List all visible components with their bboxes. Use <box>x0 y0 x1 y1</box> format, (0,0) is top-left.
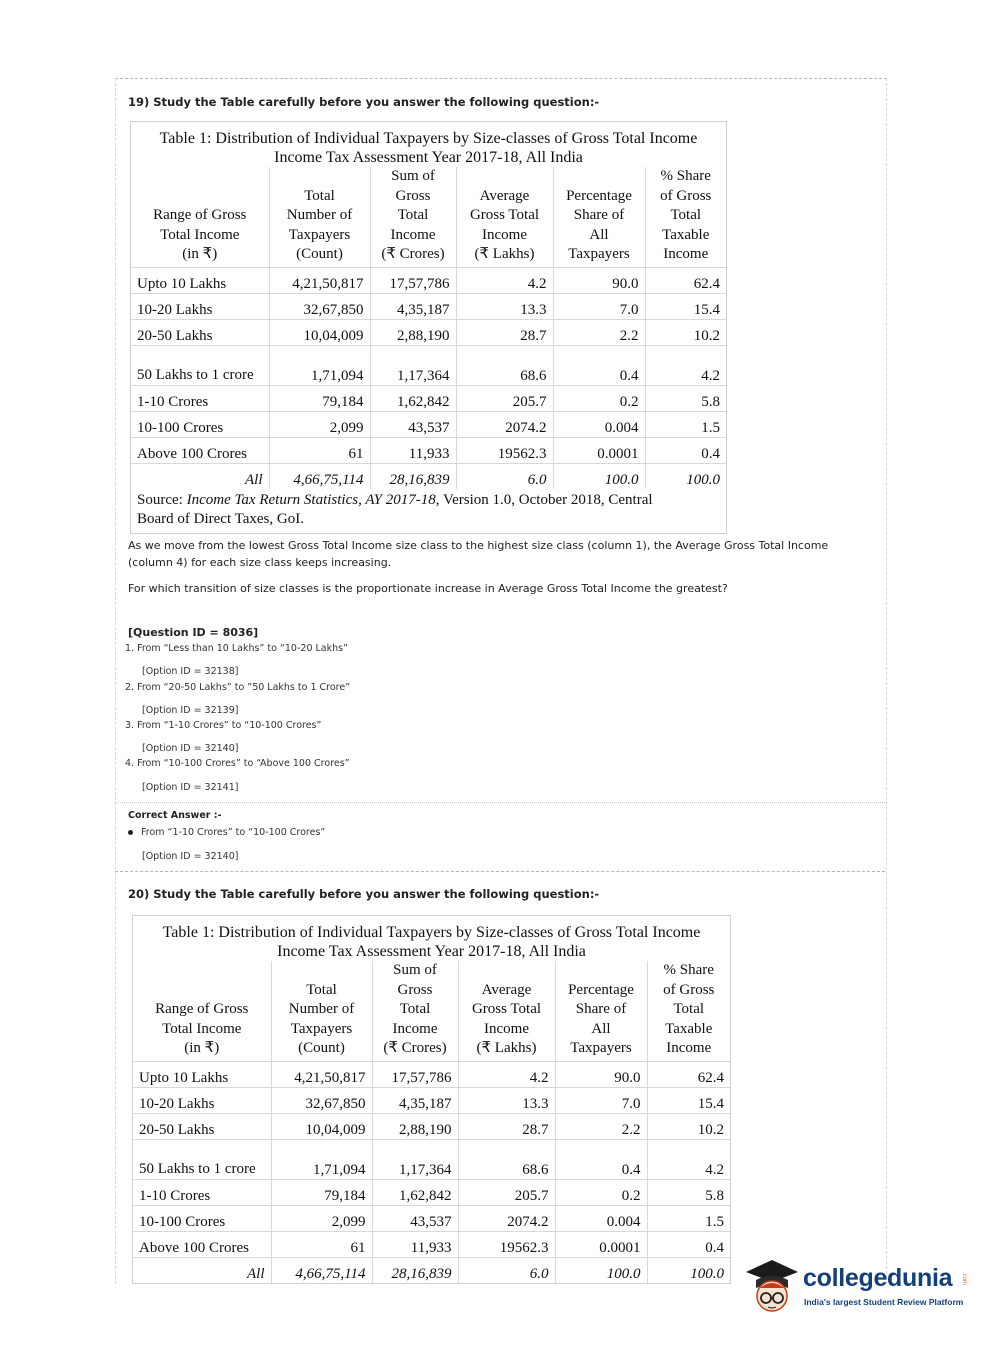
table-row <box>133 1231 730 1257</box>
bullet-icon <box>128 830 133 835</box>
table-cell: 68.6 <box>456 345 553 385</box>
table-cell: 19562.3 <box>458 1231 555 1257</box>
table-cell: 4,35,187 <box>370 293 456 319</box>
total-cell: 4,66,75,114 <box>269 463 370 489</box>
column-header-line: Taxpayers <box>568 246 630 262</box>
total-cell: 4,66,75,114 <box>271 1257 372 1283</box>
table-cell: 4,35,187 <box>372 1087 458 1113</box>
table-19-title-line-2: Income Tax Assessment Year 2017-18, All India <box>274 149 583 166</box>
row-label: 10-100 Crores <box>131 411 269 437</box>
table-cell: 0.4 <box>645 437 726 463</box>
correct-answer <box>128 827 325 838</box>
column-header-line: % Share <box>660 168 711 184</box>
row-label: Upto 10 Lakhs <box>131 267 269 293</box>
table-cell: 0.0001 <box>555 1231 647 1257</box>
table-row <box>131 319 726 345</box>
table-cell: 0.4 <box>647 1231 730 1257</box>
column-header-line: Taxable <box>662 226 710 243</box>
source-title: Income Tax Return Statistics, AY 2017-18 <box>186 491 436 508</box>
table-cell: 4.2 <box>647 1139 730 1179</box>
table-row <box>133 1139 730 1179</box>
table-row <box>133 1113 730 1139</box>
table-cell: 4,21,50,817 <box>271 1061 372 1087</box>
table-cell: 13.3 <box>456 293 553 319</box>
table-cell: 17,57,786 <box>372 1061 458 1087</box>
column-header <box>131 167 269 267</box>
column-header-line: (₹ Crores) <box>383 1040 447 1056</box>
table-row <box>131 345 726 385</box>
row-label: Above 100 Crores <box>131 437 269 463</box>
row-label: 20-50 Lakhs <box>131 319 269 345</box>
column-header <box>647 961 730 1061</box>
correct-answer-id: [Option ID = 32140] <box>142 851 239 862</box>
column-header <box>458 961 555 1061</box>
option-3-id: [Option ID = 32140] <box>142 743 239 754</box>
table-cell: 28.7 <box>456 319 553 345</box>
column-header <box>269 167 370 267</box>
logo-tagline: India's largest Student Review Platform <box>804 1297 964 1307</box>
source-details: , Version 1.0, October 2018, Central <box>435 491 653 508</box>
column-header <box>553 167 645 267</box>
column-header <box>133 961 271 1061</box>
column-header-line: Total <box>670 207 702 223</box>
column-header <box>372 961 458 1061</box>
table-19-header-row <box>131 167 726 267</box>
table-cell: 5.8 <box>645 385 726 411</box>
total-cell: 28,16,839 <box>372 1257 458 1283</box>
table-cell: 0.0001 <box>553 437 645 463</box>
table-cell: 2.2 <box>555 1113 647 1139</box>
table-row <box>131 437 726 463</box>
table-cell: 11,933 <box>372 1231 458 1257</box>
total-cell: 28,16,839 <box>370 463 456 489</box>
column-header <box>370 167 456 267</box>
column-header-line: Income <box>663 246 709 262</box>
column-header-line: All <box>591 1020 611 1037</box>
column-header-line: Average <box>481 981 532 998</box>
column-header-line: (₹ Lakhs) <box>474 246 535 262</box>
column-header-line: Gross <box>397 981 433 998</box>
table-20-title <box>133 916 730 961</box>
table-cell: 7.0 <box>553 293 645 319</box>
column-header-line: Total <box>304 187 335 204</box>
column-header-line: Percentage <box>568 981 634 998</box>
total-label: All <box>131 463 269 489</box>
total-cell: 100.0 <box>555 1257 647 1283</box>
table-cell: 1,17,364 <box>372 1139 458 1179</box>
table-cell: 1,62,842 <box>370 385 456 411</box>
column-header-line: Total <box>397 207 429 223</box>
option-4-id: [Option ID = 32141] <box>142 782 239 793</box>
option-2[interactable]: 2. From “20-50 Lakhs” to ”50 Lakhs to 1 Crore” <box>125 682 351 693</box>
table-cell: 10.2 <box>645 319 726 345</box>
column-header-line: Number of <box>286 207 353 223</box>
row-label: 10-100 Crores <box>133 1205 271 1231</box>
table-row <box>133 1087 730 1113</box>
row-label: 20-50 Lakhs <box>133 1113 271 1139</box>
table-cell: 2074.2 <box>458 1205 555 1231</box>
table-cell: 4.2 <box>458 1061 555 1087</box>
question-divider <box>115 871 885 872</box>
table-cell: 61 <box>271 1231 372 1257</box>
question-19-prompt: For which transition of size classes is the proportionate increase in Average Gross Total Income the greatest? <box>128 582 728 595</box>
table-cell: 2074.2 <box>456 411 553 437</box>
logo-suffix: .com <box>961 1272 967 1286</box>
table-row <box>131 293 726 319</box>
table-cell: 1,71,094 <box>269 345 370 385</box>
column-header-line: Range of Gross <box>155 1001 249 1017</box>
total-cell: 100.0 <box>690 1265 724 1282</box>
column-header-line: All <box>589 226 609 243</box>
question-19-heading: 19) Study the Table carefully before you answer the following question:- <box>128 95 600 109</box>
table-cell: 2.2 <box>553 319 645 345</box>
table-cell: 90.0 <box>553 267 645 293</box>
table-cell: 11,933 <box>370 437 456 463</box>
column-header-line: Range of Gross <box>153 207 247 223</box>
option-1[interactable]: 1. From “Less than 10 Lakhs” to “10-20 Lakhs” <box>125 643 349 654</box>
correct-answer-label: Correct Answer :- <box>128 810 222 821</box>
table-cell: 4.2 <box>456 267 553 293</box>
table-cell: 0.4 <box>553 345 645 385</box>
table-cell: 79,184 <box>269 385 370 411</box>
question-19-intro: As we move from the lowest Gross Total Income size class to the highest size class (column 1), the Average Gross Total Income (column 4) for each size class keeps increasing. <box>128 539 829 569</box>
table-cell: 62.4 <box>647 1061 730 1087</box>
table-cell: 28.7 <box>458 1113 555 1139</box>
table-20-title-line-1: Table 1: Distribution of Individual Taxpayers by Size-classes of Gross Total Income <box>162 924 701 941</box>
table-19 <box>130 121 727 534</box>
table-19-source <box>131 489 726 533</box>
column-header-line: Total <box>673 1001 705 1017</box>
column-header <box>456 167 553 267</box>
row-label: 1-10 Crores <box>133 1179 271 1205</box>
option-3[interactable]: 3. From “1-10 Crores” to “10-100 Crores” <box>125 720 322 731</box>
column-header-line: Gross Total <box>469 207 540 223</box>
column-header-line: Sum of <box>393 962 437 978</box>
question-id: [Question ID = 8036] <box>128 626 259 639</box>
row-label: Above 100 Crores <box>133 1231 271 1257</box>
table-19-title <box>131 122 726 167</box>
table-cell: 0.2 <box>555 1179 647 1205</box>
table-cell: 4,21,50,817 <box>269 267 370 293</box>
table-cell: 1.5 <box>647 1205 730 1231</box>
table-row <box>133 1179 730 1205</box>
row-label: 50 Lakhs to 1 crore <box>133 1139 271 1179</box>
option-4[interactable]: 4. From “10-100 Crores” to “Above 100 Crores” <box>125 758 350 769</box>
column-header-line: of Gross <box>660 187 712 204</box>
table-cell: 5.8 <box>647 1179 730 1205</box>
column-header-line: Total Income <box>162 1020 242 1037</box>
column-header-line: (Count) <box>298 1040 345 1056</box>
table-row <box>131 385 726 411</box>
column-header-line: Income <box>666 1040 712 1056</box>
column-header-line: Taxable <box>665 1020 713 1037</box>
table-cell: 79,184 <box>271 1179 372 1205</box>
table-cell: 19562.3 <box>456 437 553 463</box>
table-row <box>133 1205 730 1231</box>
table-cell: 15.4 <box>647 1087 730 1113</box>
table-cell: 0.4 <box>555 1139 647 1179</box>
option-1-id: [Option ID = 32138] <box>142 666 239 677</box>
total-label: All <box>133 1257 271 1283</box>
column-header-line: Gross <box>395 187 431 204</box>
column-header-line: Taxpayers <box>288 226 351 243</box>
table-cell: 7.0 <box>555 1087 647 1113</box>
table-cell: 205.7 <box>456 385 553 411</box>
table-20-body <box>133 1061 730 1283</box>
table-cell: 1.5 <box>645 411 726 437</box>
total-row <box>133 1257 730 1283</box>
table-cell: 0.2 <box>553 385 645 411</box>
total-cell: 100.0 <box>686 471 720 488</box>
column-header-line: Share of <box>573 207 625 223</box>
column-header-line: Percentage <box>566 187 632 204</box>
column-header-line: Income <box>390 226 436 243</box>
column-header-line: (₹ Crores) <box>381 246 445 262</box>
column-header-line: Total Income <box>160 226 240 243</box>
mascot-icon <box>742 1250 802 1320</box>
column-header <box>645 167 726 267</box>
table-cell: 90.0 <box>555 1061 647 1087</box>
table-cell: 2,88,190 <box>370 319 456 345</box>
table-cell: 32,67,850 <box>271 1087 372 1113</box>
table-cell: 10,04,009 <box>269 319 370 345</box>
divider <box>115 802 885 803</box>
column-header-line: Share of <box>575 1001 627 1017</box>
source-org: Board of Direct Taxes, GoI. <box>137 510 304 527</box>
table-cell: 0.004 <box>555 1205 647 1231</box>
table-20-header-row <box>133 961 730 1061</box>
row-label: 50 Lakhs to 1 crore <box>131 345 269 385</box>
column-header-line: (₹ Lakhs) <box>476 1040 537 1056</box>
table-cell: 10.2 <box>647 1113 730 1139</box>
correct-answer-text: From “1-10 Crores” to “10-100 Crores” <box>141 827 326 838</box>
table-cell: 62.4 <box>645 267 726 293</box>
table-cell: 4.2 <box>645 345 726 385</box>
table-cell: 13.3 <box>458 1087 555 1113</box>
table-row <box>131 411 726 437</box>
table-cell: 61 <box>269 437 370 463</box>
column-header-line: (in ₹) <box>182 246 218 262</box>
question-20-heading: 20) Study the Table carefully before you answer the following question:- <box>128 887 600 901</box>
row-label: 10-20 Lakhs <box>133 1087 271 1113</box>
table-19-grid <box>131 167 726 489</box>
column-header <box>271 961 372 1061</box>
column-header-line: Gross Total <box>471 1001 542 1017</box>
table-cell: 15.4 <box>645 293 726 319</box>
column-header-line: Total <box>399 1001 431 1017</box>
table-cell: 68.6 <box>458 1139 555 1179</box>
column-header-line: Income <box>484 1020 529 1037</box>
table-cell: 1,62,842 <box>372 1179 458 1205</box>
column-header-line: Number of <box>288 1001 355 1017</box>
table-cell: 10,04,009 <box>271 1113 372 1139</box>
source-prefix: Source: <box>137 491 187 508</box>
total-cell: 6.0 <box>458 1257 555 1283</box>
column-header-line: Income <box>392 1020 438 1037</box>
row-label: 10-20 Lakhs <box>131 293 269 319</box>
table-row <box>133 1061 730 1087</box>
column-header-line: % Share <box>663 962 714 978</box>
table-cell: 43,537 <box>370 411 456 437</box>
table-cell: 0.004 <box>553 411 645 437</box>
total-cell: 6.0 <box>456 463 553 489</box>
column-header-line: Total <box>306 981 337 998</box>
table-cell: 2,099 <box>269 411 370 437</box>
table-19-title-line-1: Table 1: Distribution of Individual Taxpayers by Size-classes of Gross Total Income <box>159 130 698 147</box>
table-20 <box>132 915 731 1284</box>
column-header-line: Taxpayers <box>570 1040 632 1056</box>
collegedunia-logo <box>742 1250 982 1322</box>
column-header-line: Sum of <box>391 168 435 184</box>
row-label: 1-10 Crores <box>131 385 269 411</box>
table-cell: 17,57,786 <box>370 267 456 293</box>
total-row <box>131 463 726 489</box>
option-2-id: [Option ID = 32139] <box>142 705 239 716</box>
table-cell: 2,099 <box>271 1205 372 1231</box>
table-19-body <box>131 267 726 489</box>
table-cell: 205.7 <box>458 1179 555 1205</box>
column-header-line: of Gross <box>663 981 715 998</box>
table-cell: 43,537 <box>372 1205 458 1231</box>
table-cell: 1,71,094 <box>271 1139 372 1179</box>
column-header-line: Income <box>482 226 527 243</box>
column-header <box>555 961 647 1061</box>
table-20-title-line-2: Income Tax Assessment Year 2017-18, All India <box>277 943 586 960</box>
column-header-line: (Count) <box>296 246 343 262</box>
column-header-line: (in ₹) <box>184 1040 220 1056</box>
column-header-line: Average <box>479 187 530 204</box>
total-cell: 100.0 <box>553 463 645 489</box>
table-20-grid <box>133 961 730 1283</box>
logo-wordmark: collegedunia <box>803 1264 953 1292</box>
column-header-line: Taxpayers <box>290 1020 353 1037</box>
table-cell: 32,67,850 <box>269 293 370 319</box>
table-row <box>131 267 726 293</box>
row-label: Upto 10 Lakhs <box>133 1061 271 1087</box>
table-cell: 1,17,364 <box>370 345 456 385</box>
table-cell: 2,88,190 <box>372 1113 458 1139</box>
